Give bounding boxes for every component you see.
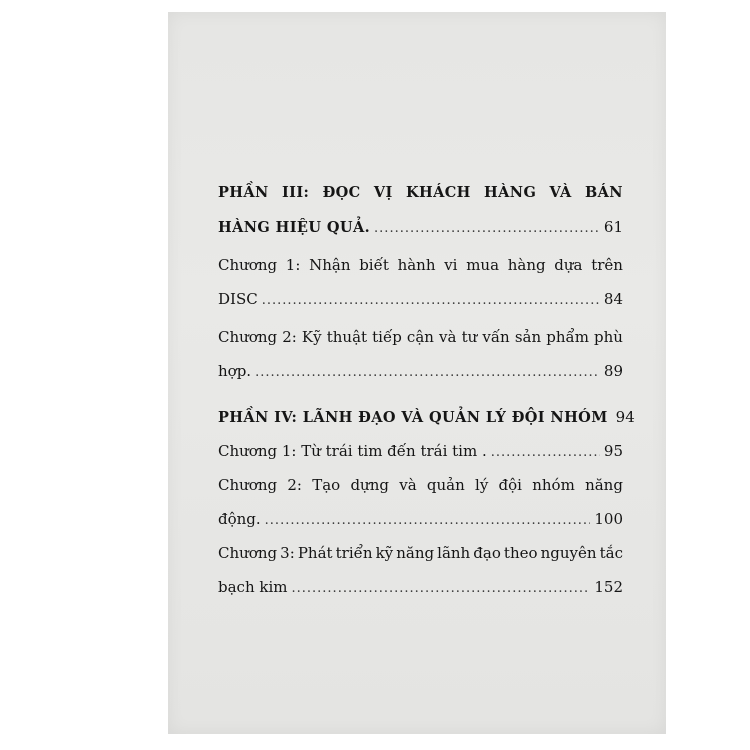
toc-word: III:: [281, 184, 310, 201]
toc-word: BÁN: [584, 184, 623, 201]
toc-word: mua: [466, 256, 500, 274]
dot-leader: [491, 436, 600, 470]
toc-word: vi: [444, 256, 458, 274]
toc-word: Kỹ: [301, 328, 322, 346]
table-of-contents: [218, 176, 635, 604]
toc-word: 3:: [280, 544, 295, 562]
toc-ch4-1-title: Chương 1: Từ trái tim đến trái tim .: [218, 442, 487, 460]
toc-ch4-1-page: 95: [603, 442, 623, 460]
toc-word: vấn: [482, 328, 510, 346]
toc-word: 2:: [282, 328, 297, 346]
toc-ch3-1-line1: [218, 248, 623, 282]
toc-word: biết: [359, 256, 389, 274]
toc-word: ĐỌC: [322, 184, 361, 201]
toc-part3-line1: [218, 176, 623, 210]
toc-word: tiếp: [372, 328, 402, 346]
toc-ch4-3-line1: [218, 536, 623, 570]
toc-ch4-3-line2: [218, 570, 623, 604]
toc-ch3-2-page: 89: [603, 362, 623, 380]
toc-part3-line2: [218, 210, 623, 244]
toc-word: trên: [591, 256, 623, 274]
toc-word: Nhận: [309, 256, 351, 274]
toc-word: đạo: [473, 544, 501, 562]
toc-word: phù: [594, 328, 623, 346]
toc-word: nguyên: [540, 544, 597, 562]
dot-leader: [265, 504, 591, 538]
toc-word: lý: [475, 476, 489, 494]
toc-word: và: [439, 328, 457, 346]
toc-ch3-2-line1: [218, 320, 623, 354]
toc-word: Chương: [218, 544, 278, 562]
toc-word: cận: [406, 328, 434, 346]
dot-leader: [262, 284, 600, 318]
toc-word: phẩm: [546, 328, 589, 346]
toc-ch4-2-page: 100: [594, 510, 623, 528]
toc-word: và: [399, 476, 417, 494]
toc-word: dựa: [554, 256, 583, 274]
toc-word: KHÁCH: [405, 184, 471, 201]
dot-leader: [374, 212, 600, 246]
dot-leader: [292, 572, 591, 606]
toc-word: kỹ: [375, 544, 394, 562]
toc-word: thuật: [326, 328, 368, 346]
toc-ch4-2-title-end: động.: [218, 510, 261, 528]
toc-ch3-1-line2: [218, 282, 623, 316]
toc-word: tư: [461, 328, 478, 346]
toc-part4-title: PHẦN IV: LÃNH ĐẠO VÀ QUẢN LÝ ĐỘI NHÓM: [218, 409, 608, 426]
toc-ch3-2-title-end: hợp.: [218, 362, 252, 380]
toc-word: HÀNG: [484, 184, 537, 201]
toc-ch3-2-line2: [218, 354, 623, 388]
toc-ch4-2-line1: [218, 468, 623, 502]
toc-word: VỊ: [373, 184, 393, 201]
toc-ch4-2-line2: [218, 502, 623, 536]
toc-word: sản: [514, 328, 542, 346]
toc-ch4-3-page: 152: [594, 578, 623, 596]
toc-word: triển: [335, 544, 373, 562]
toc-ch4-3-title-end: bạch kim: [218, 578, 288, 596]
toc-ch3-1-title-end: DISC: [218, 290, 258, 308]
toc-part4-line: [218, 400, 635, 434]
toc-word: PHẦN: [218, 184, 269, 201]
toc-word: đội: [498, 476, 522, 494]
book-page: [168, 12, 666, 734]
toc-word: 1:: [285, 256, 301, 274]
toc-word: dựng: [350, 476, 389, 494]
toc-word: tắc: [599, 544, 623, 562]
toc-word: VÀ: [549, 184, 572, 201]
toc-word: quản: [426, 476, 465, 494]
toc-word: hành: [397, 256, 436, 274]
toc-word: Chương: [218, 476, 278, 494]
toc-word: Tạo: [312, 476, 341, 494]
toc-word: theo: [503, 544, 538, 562]
toc-part3-page: 61: [603, 218, 623, 236]
toc-word: hàng: [507, 256, 546, 274]
toc-word: lãnh: [437, 544, 471, 562]
toc-word: Phát: [297, 544, 333, 562]
dot-leader: [255, 356, 600, 390]
toc-word: năng: [585, 476, 623, 494]
toc-word: 2:: [287, 476, 302, 494]
toc-part4-page: 94: [615, 408, 635, 426]
toc-word: Chương: [218, 256, 278, 274]
toc-word: Chương: [218, 328, 278, 346]
toc-word: năng: [396, 544, 435, 562]
toc-ch4-1-line: [218, 434, 623, 468]
toc-word: nhóm: [532, 476, 575, 494]
toc-part3-title-end: HÀNG HIỆU QUẢ.: [218, 219, 371, 236]
toc-ch3-1-page: 84: [603, 290, 623, 308]
